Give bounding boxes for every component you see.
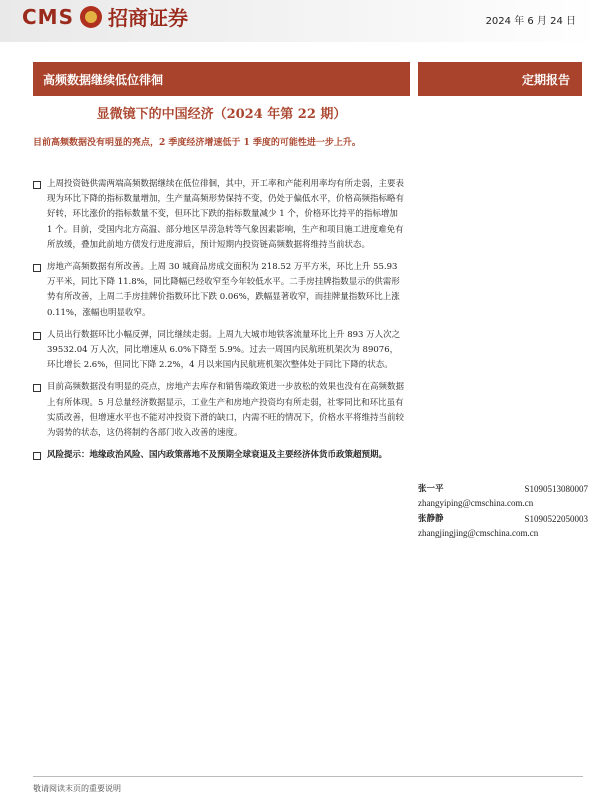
risk-text: 地缘政治风险、国内政策落地不及预期全球衰退及主要经济体货币政策超预期。 xyxy=(89,450,388,461)
square-bullet-icon xyxy=(33,384,41,392)
square-bullet-icon xyxy=(33,452,41,460)
analyst-name: 张一平 xyxy=(418,484,444,494)
report-type-label: 定期报告 xyxy=(521,73,570,87)
page-header xyxy=(0,0,600,42)
square-bullet-icon xyxy=(33,264,41,272)
report-subtitle: 显微镜下的中国经济（2024 年第 22 期） xyxy=(96,107,347,122)
bullet-text: 人员出行数据环比小幅反弹，同比继续走弱。上周九大城市地铁客流量环比上升 893 万人次之 39532.04 万人次，同比增速从 6.0%下降至 5.9%。过去一周国内民航班机架次为 89076，环比增长 2.6%，但同比下降 2.2%，4 月以来国内民航班机架次整体处于同比下降的状态。 xyxy=(47,329,401,371)
logo-cms-text: CMS xyxy=(22,4,74,29)
bullet-item-outlook xyxy=(33,380,405,441)
bullet-text: 目前高频数据没有明显的亮点，房地产去库存和销售端政策进一步放松的效果也没有在高频数据上有所体现。5 月总量经济数据显示，工业生产和房地产投资均有所走弱，社零同比和环比虽有实质改善，但增速水平也不能对冲投资下滑的缺口，内需不旺的情况下，价格水平将维持当前较为弱势的状态，这仍将制约各部门收入改善的速度。 xyxy=(47,382,405,439)
bullet-item-investment xyxy=(33,177,405,253)
footer-divider xyxy=(33,776,583,777)
report-date: 2024 年 6 月 24 日 xyxy=(485,16,576,27)
footer-note: 敬请阅读末页的重要说明 xyxy=(33,784,121,793)
logo-company-name: 招商证券 xyxy=(107,6,188,30)
report-summary: 目前高频数据没有明显的亮点，2 季度经济增速低于 1 季度的可能性进一步上升。 xyxy=(33,138,361,148)
analyst-panel xyxy=(418,482,588,542)
bullet-item-travel xyxy=(33,328,405,374)
company-logo xyxy=(22,2,188,31)
square-bullet-icon xyxy=(33,332,41,340)
analyst-id: S1090522050003 xyxy=(524,514,588,524)
analyst-id: S1090513080007 xyxy=(524,484,588,494)
analyst-email[interactable]: zhangjingjing@cmschina.com.cn xyxy=(418,528,539,538)
bullet-item-real-estate xyxy=(33,260,405,321)
bullet-text: 上周投资链供需两端高频数据继续在低位徘徊，其中，开工率和产能利用率均有所走弱，主要表现为环比下降的指标数量增加，生产量高频形势保持不变，仍处于偏低水平，价格高频指标略有好转，环比涨价的指标数量不变，但环比下跌的指标数量减少 1 个，价格环比持平的指标增加 1 个。目前，受国内北方高温、部分地区旱涝急转等气象因素影响，生产和项目施工进度难免有所放缓，叠加此前地方债发行进度滞后，预计短期内投资链高频数据将维持当前状态。 xyxy=(47,179,405,250)
risk-label: 风险提示： xyxy=(47,450,90,461)
analyst-row xyxy=(418,482,588,496)
report-title: 高频数据继续低位徘徊 xyxy=(43,73,164,87)
analyst-email[interactable]: zhangyiping@cmschina.com.cn xyxy=(418,498,534,508)
logo-emblem-icon xyxy=(80,6,102,28)
analyst-row xyxy=(418,512,588,526)
title-bar xyxy=(33,62,410,96)
analyst-name: 张静静 xyxy=(418,514,444,524)
bullet-list xyxy=(33,177,405,470)
bullet-item-risk xyxy=(33,448,405,463)
report-type-bar xyxy=(418,62,582,96)
bullet-text: 房地产高频数据有所改善。上周 30 城商品房成交面积为 218.52 万平方米，环比上升 55.93 万平米，同比下降 11.8%，同比降幅已经收窄至今年较低水平。二手房挂牌指数显示的供需形势有所改善，上周二手房挂牌价指数环比下跌 0.06%，跌幅显著收窄，而挂牌量指数环比上涨 0.11%，涨幅也明显收窄。 xyxy=(47,262,400,318)
square-bullet-icon xyxy=(33,181,41,189)
